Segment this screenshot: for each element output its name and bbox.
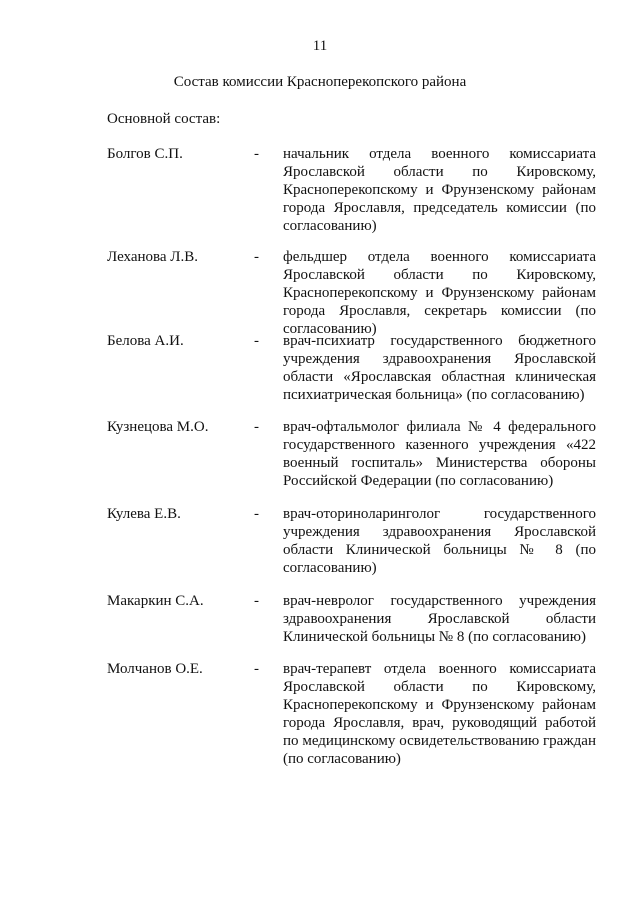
member-role: врач-невролог государственного учреждения здравоохранения Ярославской области Клинической больницы № 8 (по согласованию) (283, 593, 596, 645)
member-name: Кулева Е.В. (107, 506, 181, 522)
member-role: врач-оториноларинголог государственного учреждения здравоохранения Ярославской области Клинической больницы № 8 (по согласованию) (283, 506, 596, 576)
member-name: Кузнецова М.О. (107, 419, 209, 435)
member-dash: - (254, 146, 259, 162)
member-dash: - (254, 249, 259, 265)
member-name: Макаркин С.А. (107, 593, 204, 609)
section-label: Основной состав: (107, 111, 221, 127)
member-role: начальник отдела военного комиссариата Ярославской области по Кировскому, Красноперекопскому и Фрунзенскому районам города Ярославля, председатель комиссии (по согласованию) (283, 146, 596, 234)
member-name: Болгов С.П. (107, 146, 183, 162)
page-title: Состав комиссии Красноперекопского района (173, 74, 467, 90)
member-dash: - (254, 661, 259, 677)
member-role: фельдшер отдела военного комиссариата Ярославской области по Кировскому, Красноперекопскому и Фрунзенскому районам города Ярославля, секретарь комиссии (по согласованию) (283, 249, 596, 337)
member-name: Молчанов О.Е. (107, 661, 203, 677)
member-dash: - (254, 506, 259, 522)
member-dash: - (254, 593, 259, 609)
page-number: 11 (312, 38, 328, 54)
member-name: Белова А.И. (107, 333, 184, 349)
member-dash: - (254, 419, 259, 435)
member-dash: - (254, 333, 259, 349)
member-name: Леханова Л.В. (107, 249, 198, 265)
member-role: врач-психиатр государственного бюджетного учреждения здравоохранения Ярославской области «Ярославская областная клиническая психиатрическая больница» (по согласованию) (283, 333, 596, 403)
member-role: врач-терапевт отдела военного комиссариата Ярославской области по Кировскому, Красноперекопскому и Фрунзенскому районам города Ярославля, врач, руководящий работой по медицинскому освидетельствованию граждан (по согласованию) (283, 661, 596, 767)
member-role: врач-офтальмолог филиала № 4 федерального государственного казенного учреждения «422 военный госпиталь» Министерства обороны Российской Федерации (по согласованию) (283, 419, 596, 489)
